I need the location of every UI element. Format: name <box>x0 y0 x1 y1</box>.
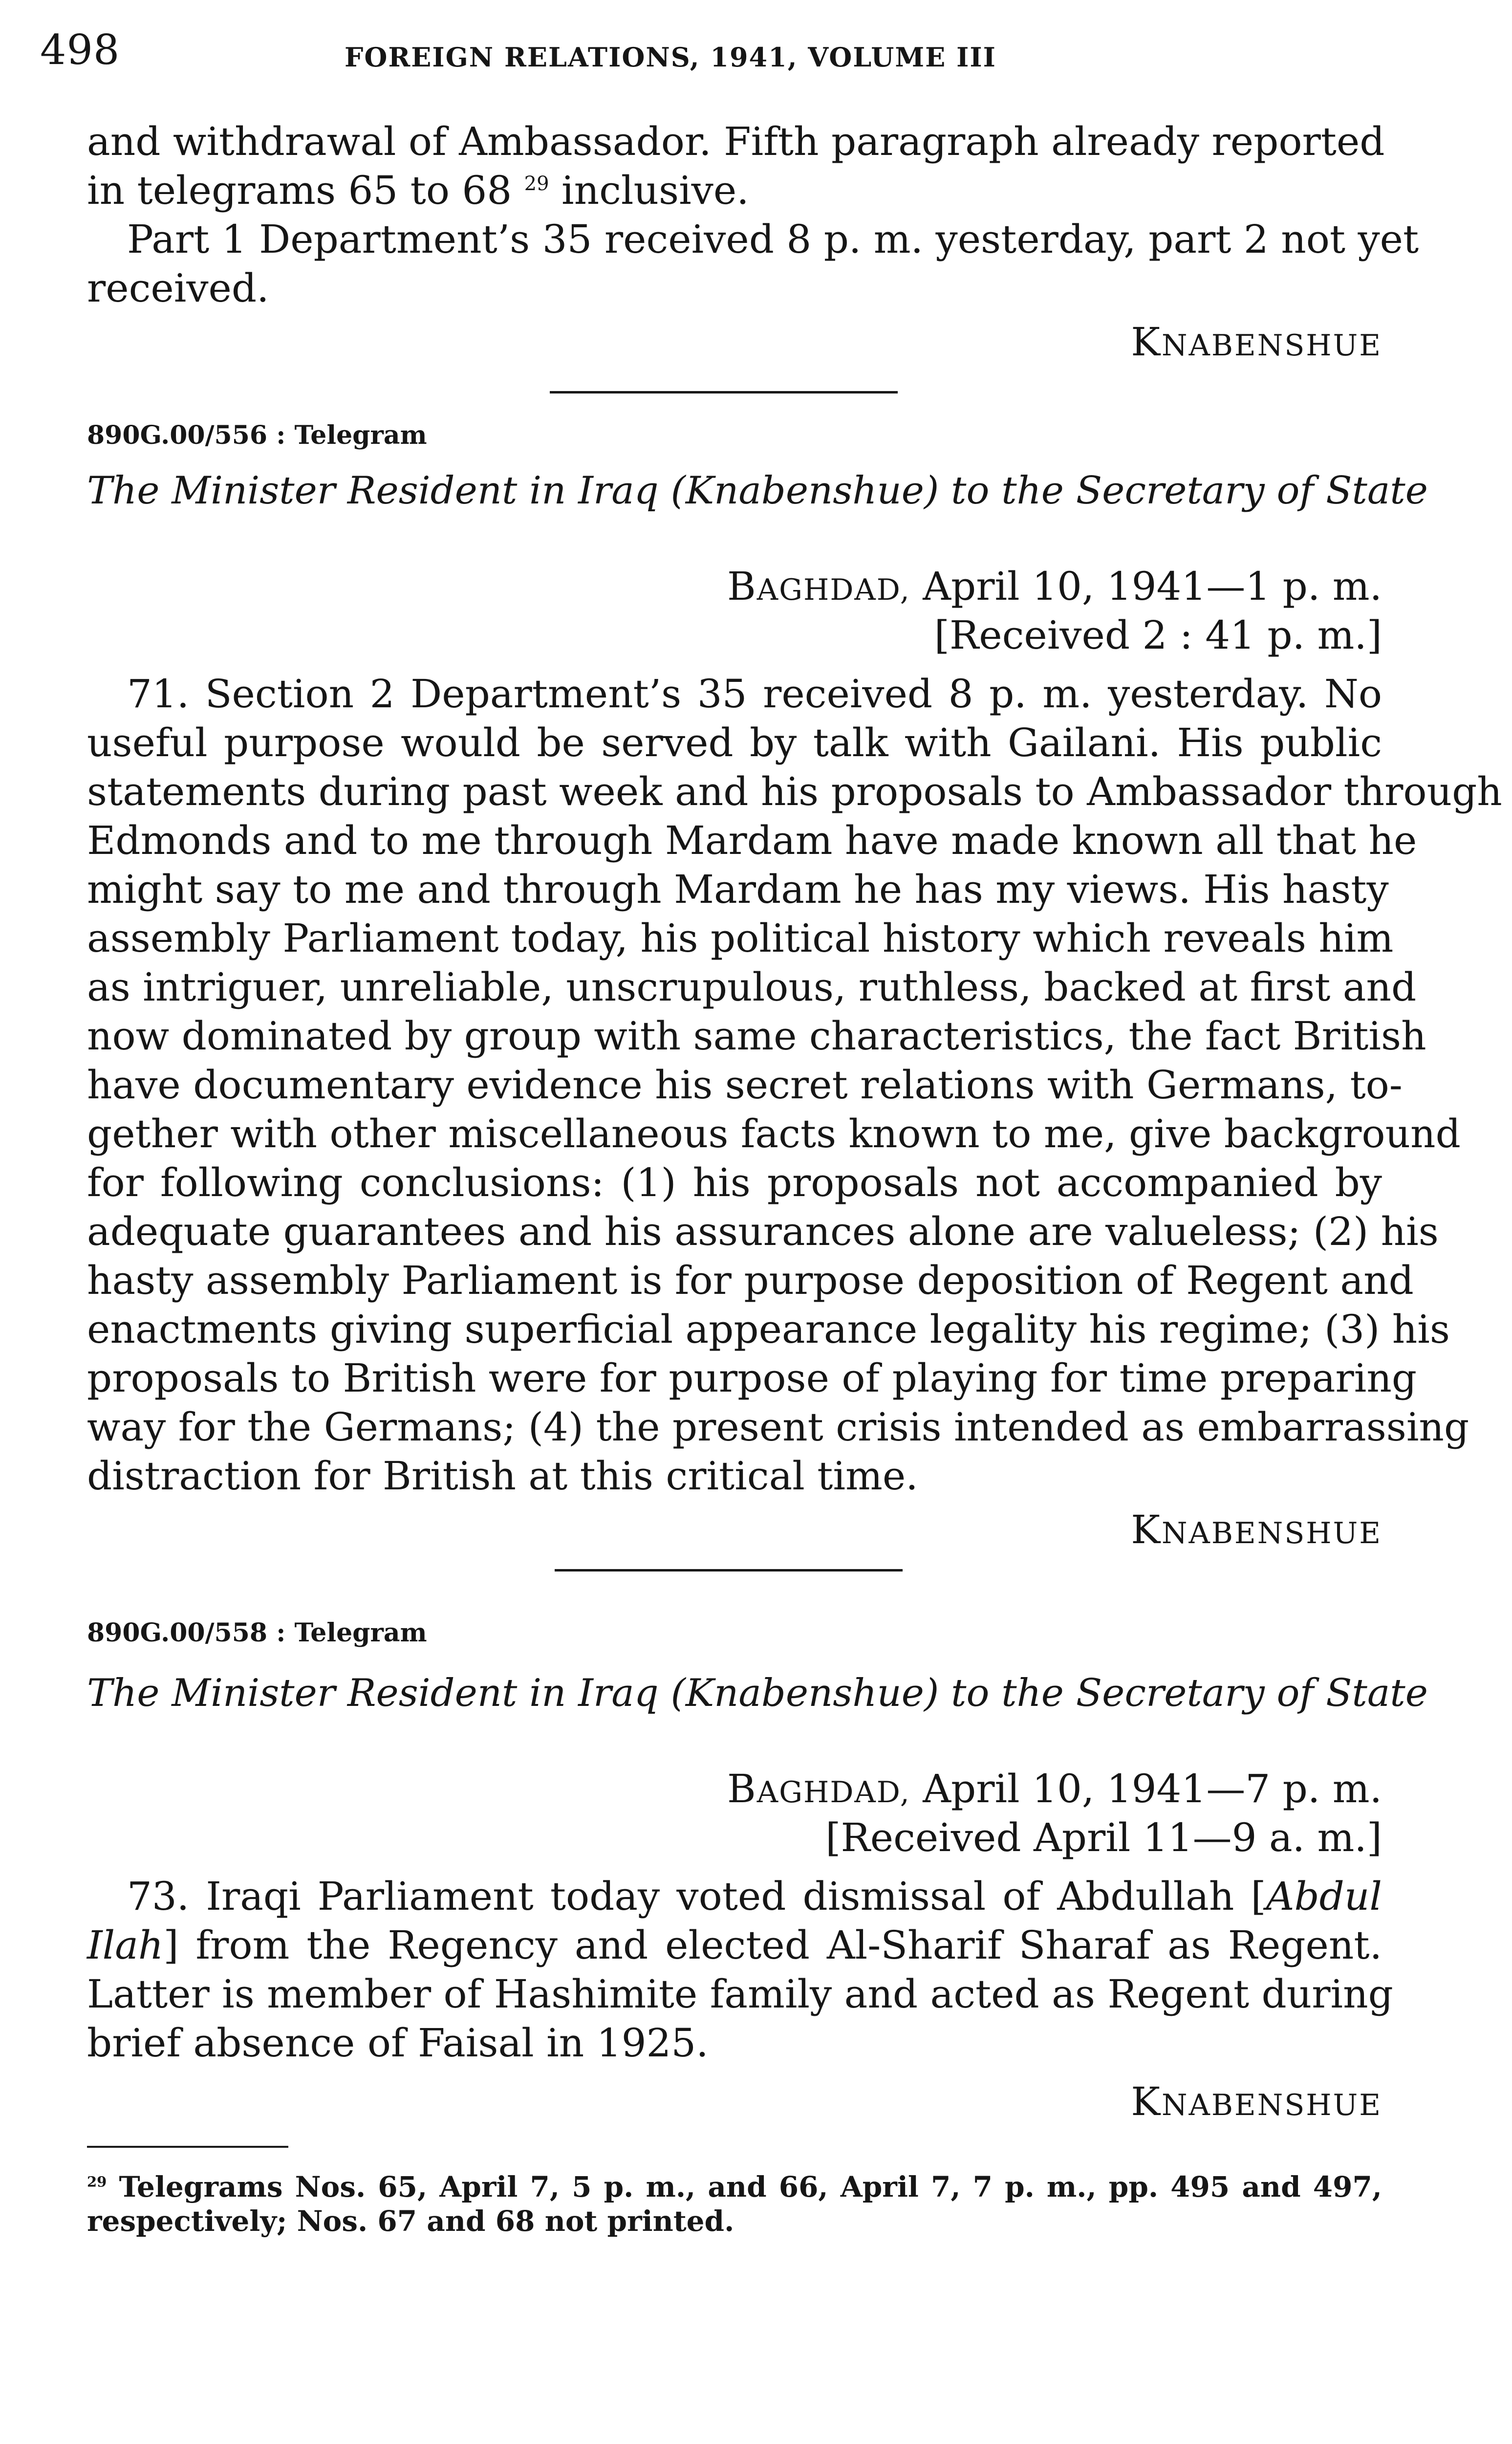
body-line: Ilah] from the Regency and elected Al-Sharif Sharaf as Regent. <box>87 1922 1382 1968</box>
signature-initial: K <box>1131 319 1162 365</box>
body-line: 71. Section 2 Department’s 35 received 8 p. m. yesterday. No <box>127 671 1382 717</box>
footnote-marker: 29 <box>87 2173 107 2190</box>
dateline <box>727 1766 1382 1811</box>
body-line: might say to me and through Mardam he has my views. His hasty <box>87 867 1389 912</box>
section-divider <box>550 391 898 393</box>
body-text: in telegrams 65 to 68 <box>87 168 512 213</box>
signature-rest: NABENSHUE <box>1161 1516 1382 1550</box>
signature <box>1131 319 1382 365</box>
body-line: gether with other miscellaneous facts known to me, give background <box>87 1111 1461 1157</box>
file-reference: 890G.00/558 : Telegram <box>87 1618 427 1648</box>
body-line: received. <box>87 265 269 311</box>
received-line: [Received April 11—9 a. m.] <box>825 1815 1382 1860</box>
body-line: brief absence of Faisal in 1925. <box>87 2020 709 2066</box>
body-line: hasty assembly Parliament is for purpose deposition of Regent and <box>87 1258 1414 1303</box>
file-reference: 890G.00/556 : Telegram <box>87 420 427 450</box>
body-line: proposals to British were for purpose of playing for time preparing <box>87 1355 1417 1401</box>
telegram-heading: The Minister Resident in Iraq (Knabenshue) to the Secretary of State <box>87 469 1428 513</box>
body-line: adequate guarantees and his assurances alone are valueless; (2) his <box>87 1209 1439 1254</box>
body-line: statements during past week and his proposals to Ambassador through <box>87 769 1502 814</box>
footnote-line: $^{29}$ Telegrams Nos. 65, April 7, 5 p. m., and 66, April 7, 7 p. m., pp. 495 and 497, <box>87 2170 1382 2204</box>
body-line: Part 1 Department’s 35 received 8 p. m. yesterday, part 2 not yet <box>127 217 1419 262</box>
body-line: and withdrawal of Ambassador. Fifth paragraph already reported <box>87 119 1385 164</box>
editorial-insertion: Abdul <box>1266 1874 1382 1919</box>
footnote-reference: 29 <box>524 173 549 195</box>
body-line: way for the Germans; (4) the present crisis intended as embarrassing <box>87 1404 1469 1450</box>
dateline-date: April 10, 1941—7 p. m. <box>923 1766 1382 1811</box>
running-title: FOREIGN RELATIONS, 1941, VOLUME III <box>345 42 996 73</box>
signature <box>1131 1507 1382 1552</box>
page-number: 498 <box>40 26 120 74</box>
body-line: have documentary evidence his secret relations with Germans, to- <box>87 1062 1403 1108</box>
body-line: as intriguer, unreliable, unscrupulous, ruthless, backed at first and <box>87 964 1417 1010</box>
footnote-divider <box>87 2146 288 2148</box>
signature-rest: NABENSHUE <box>1161 2088 1382 2122</box>
body-line: now dominated by group with same characteristics, the fact British <box>87 1013 1426 1059</box>
body-line: useful purpose would be served by talk with Gailani. His public <box>87 720 1382 765</box>
signature <box>1131 2079 1382 2124</box>
footnote-line: respectively; Nos. 67 and 68 not printed. <box>87 2204 734 2238</box>
body-line: enactments giving superficial appearance legality his regime; (3) his <box>87 1307 1450 1352</box>
body-line: distraction for British at this critical time. <box>87 1453 918 1499</box>
dateline <box>727 564 1382 609</box>
dateline-place: BAGHDAD, <box>727 564 910 609</box>
dateline-place: BAGHDAD, <box>727 1766 910 1811</box>
signature-initial: K <box>1131 2079 1162 2124</box>
body-text: inclusive. <box>562 168 749 213</box>
body-line <box>87 168 749 213</box>
signature-rest: NABENSHUE <box>1161 328 1382 363</box>
body-line: 73. Iraqi Parliament today voted dismissal of Abdullah [Abdul <box>127 1874 1382 1919</box>
body-line: assembly Parliament today, his political history which reveals him <box>87 916 1394 961</box>
signature-initial: K <box>1131 1507 1162 1552</box>
editorial-insertion: Ilah <box>87 1922 164 1968</box>
dateline-date: April 10, 1941—1 p. m. <box>923 564 1382 609</box>
section-divider <box>555 1569 903 1571</box>
received-line: [Received 2 : 41 p. m.] <box>934 612 1382 658</box>
telegram-heading: The Minister Resident in Iraq (Knabenshue) to the Secretary of State <box>87 1671 1428 1715</box>
body-line: Latter is member of Hashimite family and acted as Regent during <box>87 1971 1393 2017</box>
body-line: for following conclusions: (1) his proposals not accompanied by <box>87 1160 1382 1205</box>
body-line: Edmonds and to me through Mardam have made known all that he <box>87 818 1417 863</box>
